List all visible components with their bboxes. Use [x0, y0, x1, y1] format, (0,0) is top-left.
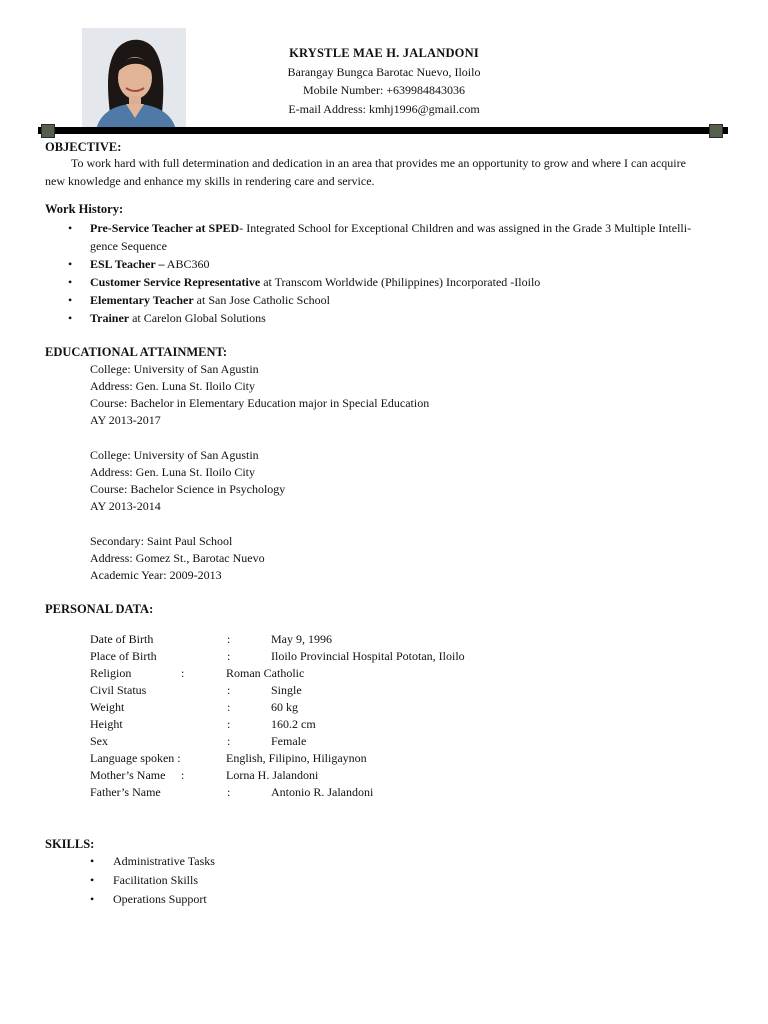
personal-colon: : — [227, 700, 231, 714]
contact-header — [200, 44, 568, 118]
personal-colon: : — [227, 683, 231, 697]
personal-data-heading: PERSONAL DATA: — [45, 602, 154, 616]
job-title: Customer Service Representative — [90, 274, 261, 289]
header-divider — [38, 127, 728, 134]
divider-cap-left — [41, 124, 55, 138]
list-item — [68, 274, 723, 292]
bullet-icon: • — [68, 274, 73, 289]
education-block — [90, 361, 429, 429]
education-block — [90, 533, 265, 584]
skill-label: Administrative Tasks — [113, 854, 215, 868]
bullet-icon: • — [68, 292, 73, 307]
job-detail: gence Sequence — [90, 238, 167, 253]
personal-value: Single — [271, 683, 302, 697]
personal-value: Roman Catholic — [226, 666, 305, 680]
personal-label: Mother’s Name — [90, 768, 166, 782]
skills-list — [90, 852, 215, 909]
list-item — [90, 871, 215, 890]
personal-label: Place of Birth — [90, 649, 157, 663]
list-item — [90, 890, 215, 909]
objective-line: new knowledge and enhance my skills in rendering care and service. — [45, 173, 375, 188]
job-title: ESL Teacher – — [90, 256, 165, 271]
personal-label: Father’s Name — [90, 785, 161, 799]
education-line: AY 2013-2014 — [90, 499, 161, 513]
applicant-name: KRYSTLE MAE H. JALANDONI — [289, 46, 479, 60]
personal-label: Language spoken : — [90, 751, 181, 765]
list-item — [68, 220, 723, 255]
education-heading: EDUCATIONAL ATTAINMENT: — [45, 345, 228, 359]
education-line: Address: Gomez St., Barotac Nuevo — [90, 551, 265, 565]
objective-line: To work hard with full determination and dedication in an area that provides me an opportunity to grow and where I can acquire — [71, 156, 686, 170]
job-title: Trainer — [90, 310, 130, 325]
education-line: Address: Gen. Luna St. Iloilo City — [90, 465, 255, 479]
education-line: Secondary: Saint Paul School — [90, 534, 233, 548]
personal-label: Sex — [90, 734, 108, 748]
email-address: E-mail Address: kmhj1996@gmail.com — [288, 101, 480, 116]
skill-label: Facilitation Skills — [113, 873, 199, 887]
job-title: Pre-Service Teacher at SPED — [90, 221, 240, 235]
education-line: College: University of San Agustin — [90, 362, 259, 376]
education-line: Academic Year: 2009-2013 — [90, 568, 222, 582]
personal-label: Weight — [90, 700, 125, 714]
personal-value: Lorna H. Jalandoni — [226, 768, 319, 782]
personal-value: English, Filipino, Hiligaynon — [226, 751, 367, 765]
list-item — [68, 292, 723, 310]
bullet-icon: • — [68, 256, 73, 271]
personal-colon: : — [227, 649, 231, 663]
education-line: AY 2013-2017 — [90, 413, 161, 427]
job-detail: at Transcom Worldwide (Philippines) Incorporated -Iloilo — [260, 274, 541, 289]
skill-label: Operations Support — [113, 892, 207, 906]
personal-value: 160.2 cm — [271, 717, 316, 731]
divider-cap-right — [709, 124, 723, 138]
education-line: Course: Bachelor Science in Psychology — [90, 482, 286, 496]
job-detail: - Integrated School for Exceptional Children and was assigned in the Grade 3 Multiple Intelli- — [239, 221, 692, 235]
portrait-image — [82, 28, 186, 130]
list-item — [90, 852, 215, 871]
personal-colon: : — [227, 734, 231, 748]
personal-colon: : — [181, 666, 185, 680]
bullet-icon: • — [90, 892, 95, 906]
personal-label: Religion — [90, 666, 132, 680]
personal-label: Height — [90, 717, 123, 731]
personal-value: Antonio R. Jalandoni — [271, 785, 374, 799]
personal-value: Female — [271, 734, 307, 748]
list-item — [68, 256, 723, 274]
job-detail: ABC360 — [164, 256, 210, 271]
education-line: Course: Bachelor in Elementary Education major in Special Education — [90, 396, 430, 410]
personal-value: Iloilo Provincial Hospital Pototan, Iloilo — [271, 649, 465, 663]
education-line: Address: Gen. Luna St. Iloilo City — [90, 379, 255, 393]
bullet-icon: • — [68, 310, 73, 325]
job-detail: at San Jose Catholic School — [193, 292, 330, 307]
home-address: Barangay Bungca Barotac Nuevo, Iloilo — [287, 64, 481, 79]
objective-heading: OBJECTIVE: — [45, 140, 122, 154]
bullet-icon: • — [68, 221, 73, 235]
personal-label: Civil Status — [90, 683, 147, 697]
personal-colon: : — [227, 632, 231, 646]
bullet-icon: • — [90, 873, 95, 887]
job-title: Elementary Teacher — [90, 292, 194, 307]
objective-text — [45, 155, 725, 190]
bullet-icon: • — [90, 854, 95, 868]
personal-colon: : — [227, 785, 231, 799]
education-block — [90, 447, 285, 515]
job-detail: at Carelon Global Solutions — [129, 310, 266, 325]
personal-colon: : — [227, 717, 231, 731]
personal-colon: : — [181, 768, 185, 782]
work-history-list — [68, 220, 723, 328]
personal-label: Date of Birth — [90, 632, 154, 646]
work-history-heading: Work History: — [45, 202, 124, 216]
profile-photo — [82, 28, 186, 130]
personal-value: May 9, 1996 — [271, 632, 332, 646]
personal-value: 60 kg — [271, 700, 298, 714]
list-item — [68, 310, 723, 328]
skills-heading: SKILLS: — [45, 837, 95, 851]
mobile-number: Mobile Number: +639984843036 — [302, 83, 466, 97]
education-line: College: University of San Agustin — [90, 448, 259, 462]
